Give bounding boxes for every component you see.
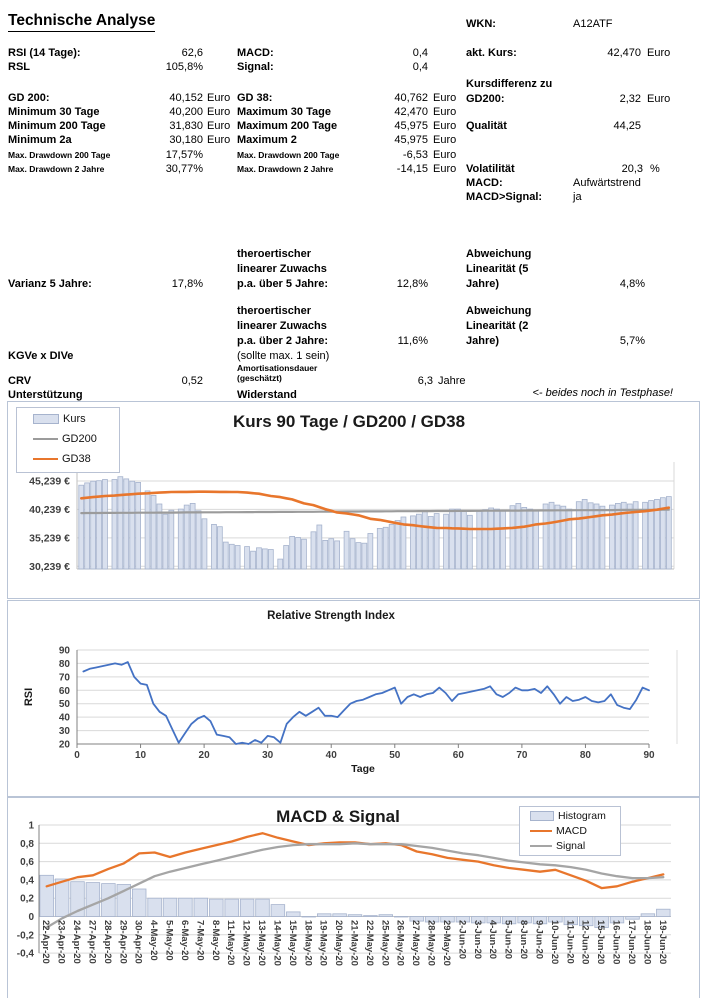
histogram-bar-swatch <box>530 811 554 821</box>
zuwachs2-note: (sollte max. 1 sein) <box>237 350 330 362</box>
svg-text:70: 70 <box>58 672 70 684</box>
svg-text:14-May-20: 14-May-20 <box>271 920 283 966</box>
svg-text:5-Jun-20: 5-Jun-20 <box>502 920 514 960</box>
svg-text:18-May-20: 18-May-20 <box>302 920 314 966</box>
kursdiff-label-1: Kursdifferenz zu <box>466 78 553 90</box>
volatilitaet-unit: % <box>650 163 660 175</box>
svg-text:27-Apr-20: 27-Apr-20 <box>86 920 98 964</box>
stat-value: 0,4 <box>412 47 428 59</box>
stat-label: Max. Drawdown 2 Jahre <box>237 164 334 174</box>
rsi-chart-svg <box>8 601 697 794</box>
amort-unit: Jahre <box>438 375 466 387</box>
rsi-chart-panel <box>7 600 700 797</box>
svg-text:11-May-20: 11-May-20 <box>225 920 237 966</box>
svg-text:27-May-20: 27-May-20 <box>410 920 422 966</box>
rsi-line <box>83 662 649 744</box>
svg-text:80: 80 <box>579 750 592 761</box>
svg-text:22-Apr-20: 22-Apr-20 <box>40 920 52 964</box>
svg-text:80: 80 <box>58 658 70 670</box>
svg-text:20-May-20: 20-May-20 <box>333 920 345 966</box>
stat-value: 31,830 <box>169 120 203 132</box>
svg-text:40: 40 <box>58 712 70 724</box>
varianz-label: Varianz 5 Jahre: <box>8 278 92 290</box>
testphase-note: <- beides noch in Testphase! <box>532 387 673 399</box>
stat-unit: Euro <box>433 92 457 104</box>
stat-value: -6,53 <box>402 149 428 161</box>
zuwachs5-line3: p.a. über 5 Jahre: <box>237 278 329 290</box>
stat-label: Maximum 30 Tage <box>237 106 331 118</box>
stat-unit: Euro <box>433 163 457 175</box>
abw5-value: 4,8% <box>619 278 645 290</box>
legend-label: GD38 <box>62 453 91 465</box>
kursdiff-value: 2,32 <box>619 93 641 105</box>
svg-text:60: 60 <box>452 750 464 761</box>
svg-text:40: 40 <box>325 750 337 761</box>
svg-text:9-Jun-20: 9-Jun-20 <box>533 920 545 960</box>
crv-value: 0,52 <box>181 375 203 387</box>
svg-text:12-May-20: 12-May-20 <box>240 920 252 966</box>
stat-unit: Euro <box>433 106 457 118</box>
legend-item-signal <box>520 838 620 853</box>
gd38-line-swatch <box>33 458 58 460</box>
volatilitaet-label: Volatilität <box>466 163 515 175</box>
stat-label: Signal: <box>237 61 274 73</box>
svg-text:11-Jun-20: 11-Jun-20 <box>564 920 576 964</box>
qualitaet-label: Qualität <box>466 120 507 132</box>
zuwachs2-value: 11,6% <box>397 335 428 347</box>
svg-text:6-May-20: 6-May-20 <box>178 920 190 961</box>
volatilitaet-value: 20,3 <box>621 163 643 175</box>
zuwachs2-line2: linearer Zuwachs <box>237 320 327 332</box>
kursdiff-label-2: GD200: <box>466 93 505 105</box>
stat-unit: Euro <box>207 92 231 104</box>
svg-text:23-Apr-20: 23-Apr-20 <box>55 920 67 964</box>
kurs-bar-swatch <box>33 414 59 424</box>
abw2-line3: Jahre) <box>466 335 500 347</box>
gd200-line-swatch <box>33 438 58 440</box>
svg-text:0: 0 <box>28 912 34 923</box>
stat-unit: Euro <box>207 106 231 118</box>
abw5-line2: Linearität (5 <box>466 263 529 275</box>
svg-text:35,239 €: 35,239 € <box>29 532 70 545</box>
stat-label: Minimum 30 Tage <box>8 106 100 118</box>
legend-item-histogram <box>520 808 620 823</box>
svg-text:30: 30 <box>262 750 274 761</box>
stat-value: 45,975 <box>394 120 428 132</box>
stat-unit: Euro <box>433 120 457 132</box>
legend-label: Kurs <box>63 413 86 425</box>
svg-text:90: 90 <box>58 645 70 657</box>
stat-label: RSL <box>8 61 30 73</box>
wkn-value: A12ATF <box>573 18 613 30</box>
rsi-x-axis-label: Tage <box>351 763 375 775</box>
svg-text:15-May-20: 15-May-20 <box>286 920 298 966</box>
svg-text:21-May-20: 21-May-20 <box>348 920 360 966</box>
svg-text:-0,2: -0,2 <box>16 930 34 942</box>
legend-label: Signal <box>556 839 586 852</box>
svg-text:60: 60 <box>58 685 70 697</box>
stat-label: Minimum 200 Tage <box>8 120 106 132</box>
unterstuetzung-label: Unterstützung <box>8 389 83 401</box>
stat-label: RSI (14 Tage): <box>8 47 81 59</box>
legend-item-gd200 <box>17 429 119 449</box>
svg-text:19-Jun-20: 19-Jun-20 <box>656 920 668 965</box>
widerstand-label: Widerstand <box>237 389 297 401</box>
svg-text:90: 90 <box>643 750 655 761</box>
svg-text:24-Apr-20: 24-Apr-20 <box>71 920 83 964</box>
amort-value: 6,3 <box>417 375 433 387</box>
kurs-bars <box>79 477 672 569</box>
svg-text:16-Jun-20: 16-Jun-20 <box>610 920 622 965</box>
svg-text:30,239 €: 30,239 € <box>29 560 70 573</box>
legend-item-macd <box>520 823 620 838</box>
svg-text:0: 0 <box>74 750 80 761</box>
macd-trend-label: MACD: <box>466 177 503 189</box>
signal-line-swatch <box>530 845 552 847</box>
svg-text:10: 10 <box>134 750 147 761</box>
akt-kurs-value: 42,470 <box>607 47 641 59</box>
stat-value: 40,152 <box>169 92 203 104</box>
wkn-label: WKN: <box>466 18 496 30</box>
svg-text:20: 20 <box>58 739 70 751</box>
date-labels <box>40 920 668 966</box>
svg-text:1: 1 <box>28 820 34 832</box>
svg-text:5-May-20: 5-May-20 <box>163 920 175 961</box>
amort-line2: (geschätzt) <box>237 373 282 383</box>
svg-text:20: 20 <box>198 750 210 761</box>
stat-label: Maximum 200 Tage <box>237 120 338 132</box>
stat-label: Max. Drawdown 200 Tage <box>8 150 111 160</box>
stat-value: 30,180 <box>169 134 203 146</box>
macd-signal-label: MACD>Signal: <box>466 191 543 203</box>
abw5-line1: Abweichung <box>466 248 532 260</box>
legend-label: GD200 <box>62 433 97 445</box>
svg-text:29-May-20: 29-May-20 <box>440 920 452 966</box>
svg-text:12-Jun-20: 12-Jun-20 <box>579 920 591 965</box>
macd-line-swatch <box>530 830 552 832</box>
stat-value: 0,4 <box>412 61 428 73</box>
stat-unit: Euro <box>207 120 231 132</box>
legend-label: Histogram <box>558 809 606 822</box>
svg-text:19-May-20: 19-May-20 <box>317 920 329 966</box>
svg-text:4-Jun-20: 4-Jun-20 <box>487 920 499 960</box>
abw2-line1: Abweichung <box>466 305 532 317</box>
svg-text:13-May-20: 13-May-20 <box>256 920 268 966</box>
abw5-line3: Jahre) <box>466 278 500 290</box>
kurs-chart-title: Kurs 90 Tage / GD200 / GD38 <box>232 412 466 431</box>
stat-unit: Euro <box>433 134 457 146</box>
abw2-value: 5,7% <box>619 335 645 347</box>
svg-text:0,4: 0,4 <box>20 875 34 887</box>
svg-text:45,239 €: 45,239 € <box>29 475 70 488</box>
zuwachs5-line1: theroertischer <box>237 248 311 260</box>
svg-text:3-Jun-20: 3-Jun-20 <box>471 920 483 960</box>
svg-text:17-Jun-20: 17-Jun-20 <box>625 920 637 965</box>
svg-text:29-Apr-20: 29-Apr-20 <box>117 920 129 964</box>
stat-value: 40,200 <box>169 106 203 118</box>
stat-label: GD 38: <box>237 92 273 104</box>
svg-text:15-Jun-20: 15-Jun-20 <box>595 920 607 965</box>
svg-text:50: 50 <box>58 699 70 711</box>
legend-item-kurs <box>17 409 119 429</box>
stat-label: Maximum 2 <box>237 134 297 146</box>
svg-text:18-Jun-20: 18-Jun-20 <box>641 920 653 965</box>
abw2-line2: Linearität (2 <box>466 320 529 332</box>
svg-text:2-Jun-20: 2-Jun-20 <box>456 920 468 960</box>
rsi-chart-title: Relative Strength Index <box>267 610 395 622</box>
svg-text:7-May-20: 7-May-20 <box>194 920 206 961</box>
kurs-chart-panel <box>7 401 700 599</box>
macd-trend-value: Aufwärtstrend <box>573 177 641 189</box>
legend-label: MACD <box>556 824 587 837</box>
zuwachs5-line2: linearer Zuwachs <box>237 263 327 275</box>
svg-text:30: 30 <box>58 726 70 738</box>
akt-kurs-label: akt. Kurs: <box>466 47 517 59</box>
qualitaet-value: 44,25 <box>613 120 641 132</box>
svg-text:8-Jun-20: 8-Jun-20 <box>518 920 530 960</box>
kurs-legend <box>16 407 120 473</box>
amort-line1: Amortisationsdauer <box>237 363 318 373</box>
svg-text:10-Jun-20: 10-Jun-20 <box>548 920 560 965</box>
stat-value: 45,975 <box>394 134 428 146</box>
kgve-label: KGVe x DIVe <box>8 350 74 362</box>
zuwachs2-line3: p.a. über 2 Jahre: <box>237 335 329 347</box>
stat-label: GD 200: <box>8 92 50 104</box>
stat-label: Minimum 2a <box>8 134 72 146</box>
svg-text:50: 50 <box>389 750 401 761</box>
stat-value: 30,77% <box>165 163 203 175</box>
macd-signal-value: ja <box>573 191 582 203</box>
stat-value: 42,470 <box>394 106 428 118</box>
stat-unit: Euro <box>433 149 457 161</box>
svg-text:28-May-20: 28-May-20 <box>425 920 437 966</box>
svg-text:25-May-20: 25-May-20 <box>379 920 391 966</box>
crv-label: CRV <box>8 375 32 387</box>
kursdiff-unit: Euro <box>647 93 671 105</box>
stat-label: Max. Drawdown 200 Tage <box>237 150 340 160</box>
stat-value: 40,762 <box>394 92 428 104</box>
zuwachs5-value: 12,8% <box>396 278 428 290</box>
svg-text:70: 70 <box>516 750 528 761</box>
svg-text:0,6: 0,6 <box>20 857 34 869</box>
zuwachs2-line1: theroertischer <box>237 305 311 317</box>
svg-text:-0,4: -0,4 <box>16 948 34 960</box>
svg-text:0,8: 0,8 <box>20 838 34 850</box>
akt-kurs-unit: Euro <box>647 47 671 59</box>
svg-text:26-May-20: 26-May-20 <box>394 920 406 966</box>
stat-value: -14,15 <box>396 163 428 175</box>
stat-value: 105,8% <box>165 61 203 73</box>
stat-label: MACD: <box>237 47 274 59</box>
macd-legend <box>519 806 621 856</box>
stat-unit: Euro <box>207 134 231 146</box>
svg-text:8-May-20: 8-May-20 <box>209 920 221 961</box>
svg-text:4-May-20: 4-May-20 <box>148 920 160 961</box>
macd-chart-title: MACD & Signal <box>276 807 400 826</box>
svg-text:28-Apr-20: 28-Apr-20 <box>101 920 113 964</box>
stat-value: 62,6 <box>181 47 203 59</box>
page-title: Technische Analyse <box>8 12 155 32</box>
macd-chart-panel <box>7 797 700 998</box>
svg-text:40,239 €: 40,239 € <box>29 503 70 516</box>
varianz-value: 17,8% <box>171 278 203 290</box>
stat-value: 17,57% <box>165 149 203 161</box>
legend-item-gd38 <box>17 449 119 469</box>
rsi-y-axis-label: RSI <box>23 687 35 707</box>
svg-text:30-Apr-20: 30-Apr-20 <box>132 920 144 964</box>
svg-text:22-May-20: 22-May-20 <box>363 920 375 966</box>
gridlines <box>77 650 649 744</box>
stat-label: Max. Drawdown 2 Jahre <box>8 164 105 174</box>
svg-text:0,2: 0,2 <box>20 893 34 905</box>
